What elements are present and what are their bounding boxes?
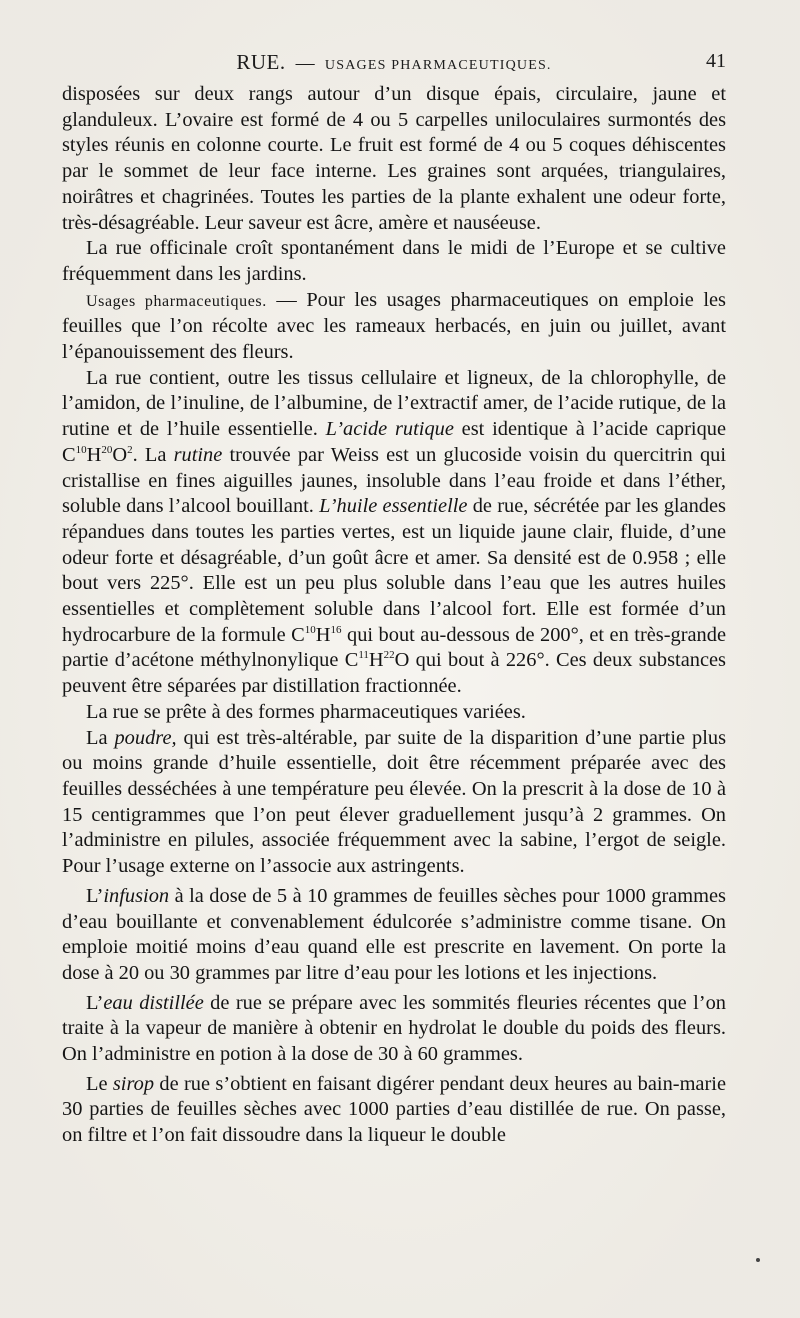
page-number: 41 bbox=[706, 50, 726, 72]
term-poudre: poudre, bbox=[114, 726, 177, 749]
term-acide-rutique: L’acide rutique bbox=[325, 418, 454, 441]
eau-text-2: de rue se prépare avec les sommités fleuries récentes que l’on traite à la vapeur de manière à obtenir en hydrolat le double du poids des fleurs. On l’administre en potion à la dose de 30 à 60 grammes. bbox=[62, 991, 726, 1066]
page-edge-mark bbox=[756, 1258, 760, 1262]
composition-text-9: qui bout au-dessous de 200°, et en très-grande partie d’acétone méthylnonylique C bbox=[62, 623, 726, 672]
body-text bbox=[62, 82, 726, 1149]
header-title-sub: USAGES PHARMACEUTIQUES. bbox=[324, 58, 552, 73]
composition-text-2: est identique à l’acide caprique C bbox=[62, 418, 727, 466]
composition-text-6: trouvée par Weiss est un glucoside voisin du quercitrin qui cristallise en fines aiguilles jaunes, insoluble dans l’eau froide et dans l’éther, soluble dans l’alcool bouillant. bbox=[62, 443, 726, 518]
header-dash: — bbox=[295, 53, 315, 74]
term-eau-distillee: eau distillée bbox=[103, 991, 204, 1014]
section-lead-usages: Usages pharmaceutiques. bbox=[86, 292, 267, 310]
composition-text-4: O bbox=[112, 443, 128, 466]
formula-sup-5: 16 bbox=[330, 623, 342, 636]
composition-text-1: La rue contient, outre les tissus cellulaire et ligneux, de la chlorophylle, de l’amidon, de l’inuline, de l’albumine, de l’extractif amer, de l’acide rutique, de la rutine et de l’huile essentielle. bbox=[62, 366, 726, 441]
paragraph-usages-intro bbox=[62, 288, 726, 366]
formula-sup-7: 22 bbox=[383, 649, 395, 662]
paragraph-infusion bbox=[62, 884, 726, 987]
paragraph-eau-distillee bbox=[62, 991, 726, 1068]
paragraph-forms: La rue se prête à des formes pharmaceutiques variées. bbox=[86, 700, 526, 723]
formula-sup-6: 11 bbox=[358, 649, 369, 662]
paragraph-poudre bbox=[62, 726, 726, 880]
composition-text-7: de rue, sécrétée par les glandes répandues dans toutes les parties vertes, est un liquide jaune clair, fluide, d’une odeur forte et désagréable, d’un goût âcre et amer. Sa densité est de 0.958 ; elle bout vers 225°. Elle est un peu plus soluble dans l’eau que les autres huiles essentielles et complètement soluble dans l’alcool fort. Elle est formée d’un hydrocarbure de la formule C bbox=[62, 495, 726, 646]
infusion-text-2: à la dose de 5 à 10 grammes de feuilles sèches pour 1000 grammes d’eau bouillante et convenablement édulcorée s’administre comme tisane. On emploie moitié moins d’eau quand elle est prescrite en lavement. On porte la dose à 20 ou 30 grammes par litre d’eau pour les lotions et les injections. bbox=[62, 884, 726, 984]
paragraph-description-continued: disposées sur deux rangs autour d’un disque épais, circulaire, jaune et glanduleux. L’ovaire est formé de 4 ou 5 carpelles uniloculaires surmontés des styles réunis en colonne courte. Le fruit est formé de 4 ou 5 coques déhiscentes par le sommet de leur face interne. Les graines sont arquées, triangulaires, noirâtres et chagrinées. Toutes les parties de la plante exhalent une odeur forte, très-désagréable. Leur saveur est âcre, amère et nauséeuse. bbox=[62, 83, 726, 234]
poudre-text-1: La bbox=[86, 726, 115, 749]
composition-text-8: H bbox=[315, 623, 331, 646]
eau-text-1: L’ bbox=[86, 991, 104, 1014]
term-sirop: sirop bbox=[112, 1072, 155, 1095]
composition-text-10: H bbox=[368, 649, 384, 672]
paragraph-sirop bbox=[62, 1072, 726, 1149]
header-title bbox=[62, 50, 726, 75]
sirop-text-2: de rue s’obtient en faisant digérer pendant deux heures au bain-marie 30 parties de feuilles sèches avec 1000 parties d’eau distillée de rue. On passe, on filtre et l’on fait dissoudre dans la liqueur le double bbox=[62, 1072, 726, 1147]
composition-text-3: H bbox=[86, 443, 102, 466]
paragraph-habitat: La rue officinale croît spontanément dans le midi de l’Europe et se cultive fréquemment dans les jardins. bbox=[62, 237, 726, 285]
infusion-text-1: L’ bbox=[86, 884, 104, 907]
formula-sup-4: 10 bbox=[304, 623, 316, 636]
poudre-text-2: qui est très-altérable, par suite de la disparition d’une partie plus ou moins grande d’huile essentielle, doit être récemment préparée avec des feuilles desséchées à une température peu élevée. On la prescrit à la dose de 10 à 15 centigrammes que l’on peut élever graduellement jusqu’à 2 grammes. On l’administre en pilules, associée fréquemment avec la sabine, l’ergot de seigle. Pour l’usage externe on l’associe aux astringents. bbox=[62, 726, 726, 878]
sirop-text-1: Le bbox=[86, 1072, 113, 1095]
term-rutine: rutine bbox=[173, 443, 223, 466]
formula-sup-1: 10 bbox=[75, 443, 87, 456]
running-header bbox=[62, 44, 726, 78]
term-huile-essentielle: L’huile essentielle bbox=[319, 495, 468, 518]
usages-intro-text: — Pour les usages pharmaceutiques on emploie les feuilles que l’on récolte avec les rameaux herbacés, en juin ou juillet, avant l’épanouissement des fleurs. bbox=[62, 288, 726, 364]
composition-text-11: O qui bout à 226°. Ces deux substances peuvent être séparées par distillation fractionnée. bbox=[62, 649, 726, 698]
paragraph-composition bbox=[62, 366, 726, 700]
term-infusion: infusion bbox=[103, 884, 170, 907]
formula-sup-2: 20 bbox=[101, 443, 113, 456]
composition-text-5: . La bbox=[132, 443, 174, 466]
header-title-main: RUE. bbox=[236, 50, 286, 74]
formula-sup-3: 2 bbox=[127, 443, 133, 456]
